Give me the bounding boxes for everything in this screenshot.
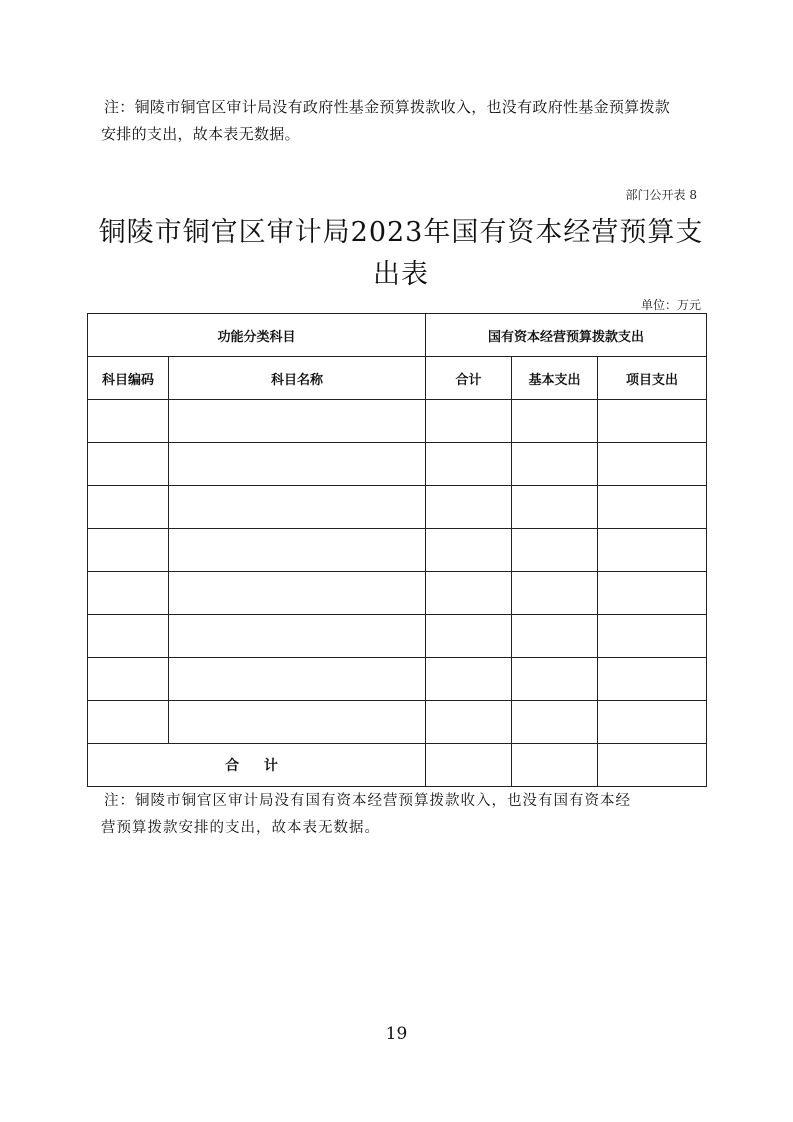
table-cell bbox=[169, 572, 426, 615]
table-cell bbox=[598, 529, 707, 572]
header-subject-name: 科目名称 bbox=[169, 357, 426, 400]
title-line1: 铜陵市铜官区审计局2023年国有资本经营预算支 bbox=[98, 217, 704, 248]
note-top bbox=[101, 94, 704, 148]
table-cell bbox=[598, 486, 707, 529]
table-cell bbox=[88, 701, 169, 744]
table-cell bbox=[512, 443, 598, 486]
table-cell bbox=[598, 400, 707, 443]
table-cell bbox=[169, 400, 426, 443]
note-bottom-line1: 注：铜陵市铜官区审计局没有国有资本经营预算拨款收入，也没有国有资本经 bbox=[104, 793, 631, 809]
table-cell bbox=[88, 615, 169, 658]
table-cell bbox=[169, 701, 426, 744]
table-row bbox=[88, 701, 707, 744]
table-cell bbox=[512, 658, 598, 701]
table-cell bbox=[598, 615, 707, 658]
note-bottom bbox=[101, 788, 704, 842]
table-body bbox=[88, 400, 707, 744]
table-row bbox=[88, 486, 707, 529]
table-cell bbox=[169, 443, 426, 486]
table-cell bbox=[426, 658, 512, 701]
sum-basic-cell bbox=[512, 744, 598, 787]
table-number: 部门公开表 8 bbox=[625, 188, 697, 202]
table-cell bbox=[88, 443, 169, 486]
unit-label: 单位：万元 bbox=[640, 298, 701, 312]
table-cell bbox=[512, 615, 598, 658]
table-cell bbox=[512, 400, 598, 443]
table-row bbox=[88, 658, 707, 701]
table-cell bbox=[169, 658, 426, 701]
page-title bbox=[96, 212, 706, 296]
sum-total-cell bbox=[426, 744, 512, 787]
sum-label: 合 计 bbox=[88, 744, 426, 787]
table-cell bbox=[169, 529, 426, 572]
header-functional-classification: 功能分类科目 bbox=[88, 314, 426, 357]
table-cell bbox=[88, 572, 169, 615]
table-row bbox=[88, 572, 707, 615]
table-cell bbox=[598, 572, 707, 615]
note-bottom-line2: 营预算拨款安排的支出，故本表无数据。 bbox=[101, 820, 380, 836]
note-top-line1: 注：铜陵市铜官区审计局没有政府性基金预算拨款收入，也没有政府性基金预算拨款 bbox=[104, 98, 671, 116]
table-sum-row bbox=[88, 744, 707, 787]
table-cell bbox=[598, 443, 707, 486]
sum-project-cell bbox=[598, 744, 707, 787]
table-cell bbox=[512, 486, 598, 529]
table-column-header-row bbox=[88, 357, 707, 400]
header-subject-code: 科目编码 bbox=[88, 357, 169, 400]
header-basic-expenditure: 基本支出 bbox=[512, 357, 598, 400]
table-row bbox=[88, 400, 707, 443]
note-top-line2: 安排的支出，故本表无数据。 bbox=[101, 125, 300, 143]
table-cell bbox=[426, 615, 512, 658]
table-cell bbox=[512, 572, 598, 615]
table-cell bbox=[88, 400, 169, 443]
table-cell bbox=[426, 701, 512, 744]
page-number: 19 bbox=[385, 1024, 408, 1044]
expenditure-table bbox=[87, 313, 707, 787]
header-total: 合计 bbox=[426, 357, 512, 400]
table-cell bbox=[512, 529, 598, 572]
table-row bbox=[88, 443, 707, 486]
table-cell bbox=[512, 701, 598, 744]
header-project-expenditure: 项目支出 bbox=[598, 357, 707, 400]
table-cell bbox=[169, 486, 426, 529]
title-line2: 出表 bbox=[373, 259, 429, 290]
table-cell bbox=[88, 529, 169, 572]
table-cell bbox=[426, 529, 512, 572]
table-cell bbox=[598, 658, 707, 701]
table-cell bbox=[426, 572, 512, 615]
table-cell bbox=[426, 400, 512, 443]
table-cell bbox=[88, 658, 169, 701]
table-cell bbox=[169, 615, 426, 658]
table-row bbox=[88, 529, 707, 572]
table-cell bbox=[426, 486, 512, 529]
header-state-capital-expenditure: 国有资本经营预算拨款支出 bbox=[426, 314, 707, 357]
table-cell bbox=[598, 701, 707, 744]
table-cell bbox=[88, 486, 169, 529]
table-row bbox=[88, 615, 707, 658]
table-cell bbox=[426, 443, 512, 486]
table-group-header-row bbox=[88, 314, 707, 357]
